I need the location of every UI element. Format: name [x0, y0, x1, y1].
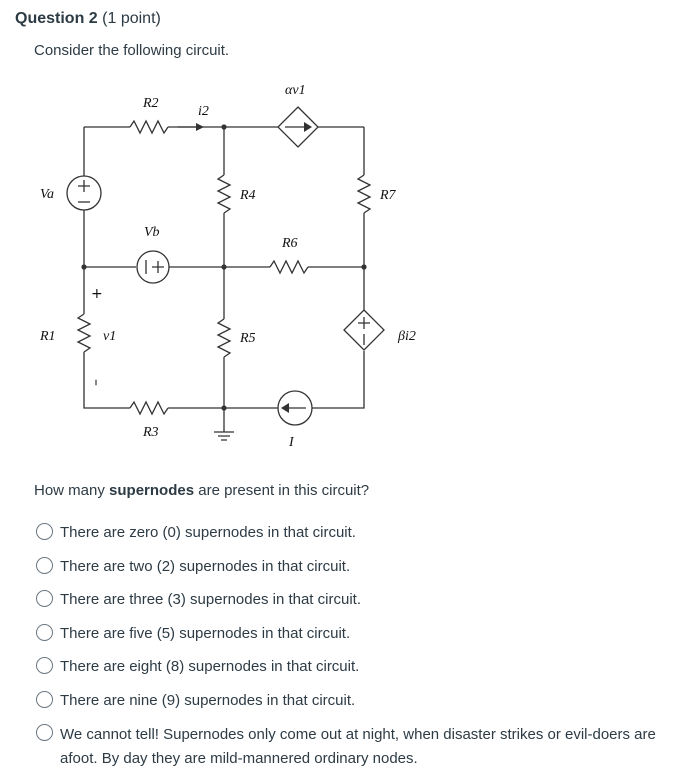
node-dot-center-mid	[221, 264, 226, 269]
i2-arrowhead	[196, 123, 204, 131]
label-i2: i2	[198, 104, 209, 119]
label-vb: Vb	[144, 225, 160, 240]
label-r7: R7	[380, 188, 396, 203]
va-plus-sign	[78, 180, 90, 192]
vb-plus-sign	[152, 261, 164, 273]
radio-option-eight[interactable]	[36, 657, 53, 674]
resistor-r6	[270, 261, 308, 273]
resistor-r2	[130, 121, 168, 133]
label-alpha-v1: αv1	[285, 83, 306, 98]
resistor-r7	[358, 175, 370, 213]
label-i: I	[289, 435, 294, 450]
question-header	[15, 10, 161, 28]
option-five[interactable]	[36, 623, 656, 646]
option-eight-label: There are eight (8) supernodes in that circuit.	[60, 658, 360, 675]
option-zero-label: There are zero (0) supernodes in that circuit.	[60, 524, 356, 541]
option-zero[interactable]	[36, 522, 656, 545]
label-v1-minus: –	[88, 379, 104, 386]
ground-symbol	[214, 432, 234, 440]
answer-options	[36, 522, 656, 782]
question-text	[34, 482, 369, 499]
question-text-bold: supernodes	[109, 482, 195, 499]
alpha-v1-arrowhead	[304, 122, 312, 132]
resistor-r3	[130, 402, 168, 414]
label-r3: R3	[143, 425, 159, 440]
wire-bottom-right	[312, 351, 364, 408]
label-v1: v1	[103, 329, 117, 344]
radio-option-nine[interactable]	[36, 691, 53, 708]
node-dot-right-mid	[361, 264, 366, 269]
radio-option-zero[interactable]	[36, 523, 53, 540]
option-two-label: There are two (2) supernodes in that circuit.	[60, 557, 351, 575]
resistor-r1	[78, 314, 90, 352]
option-three[interactable]	[36, 589, 656, 612]
label-r4: R4	[240, 188, 256, 203]
radio-option-five[interactable]	[36, 624, 53, 641]
option-cannot-tell[interactable]	[36, 723, 656, 771]
beta-plus-sign	[358, 317, 370, 329]
radio-option-cannot-tell[interactable]	[36, 724, 53, 741]
label-r6: R6	[282, 236, 298, 251]
option-nine-label: There are nine (9) supernodes in that circuit.	[60, 691, 356, 709]
option-three-label: There are three (3) supernodes in that circuit.	[60, 591, 361, 608]
label-r2: R2	[143, 96, 159, 111]
question-text-post: are present in this circuit?	[194, 482, 370, 499]
option-eight[interactable]	[36, 656, 656, 679]
circuit-diagram	[0, 70, 460, 470]
label-va: Va	[40, 187, 54, 202]
resistor-r4	[218, 175, 230, 213]
question-title: Question 2	[15, 10, 98, 27]
question-prompt: Consider the following circuit.	[34, 42, 230, 59]
radio-option-two[interactable]	[36, 557, 53, 574]
label-v1-plus: +	[91, 286, 103, 302]
label-beta-i2: βi2	[398, 329, 416, 344]
question-points: (1 point)	[102, 10, 161, 27]
resistor-r5	[218, 319, 230, 357]
option-cannot-tell-label: We cannot tell! Supernodes only come out at night, when disaster strikes or evil-doers are afoot. By day they are mild-mannered ordinary nodes.	[60, 726, 656, 767]
label-r1: R1	[40, 329, 56, 344]
question-text-pre: How many	[34, 482, 110, 499]
node-dot-bottom	[221, 405, 226, 410]
option-nine[interactable]	[36, 690, 656, 713]
label-r5: R5	[240, 331, 256, 346]
option-two[interactable]	[36, 556, 656, 579]
node-dot-left-mid	[81, 264, 86, 269]
radio-option-three[interactable]	[36, 590, 53, 607]
i-arrowhead	[281, 403, 289, 413]
node-dot-top	[221, 124, 226, 129]
option-five-label: There are five (5) supernodes in that circuit.	[60, 624, 351, 642]
